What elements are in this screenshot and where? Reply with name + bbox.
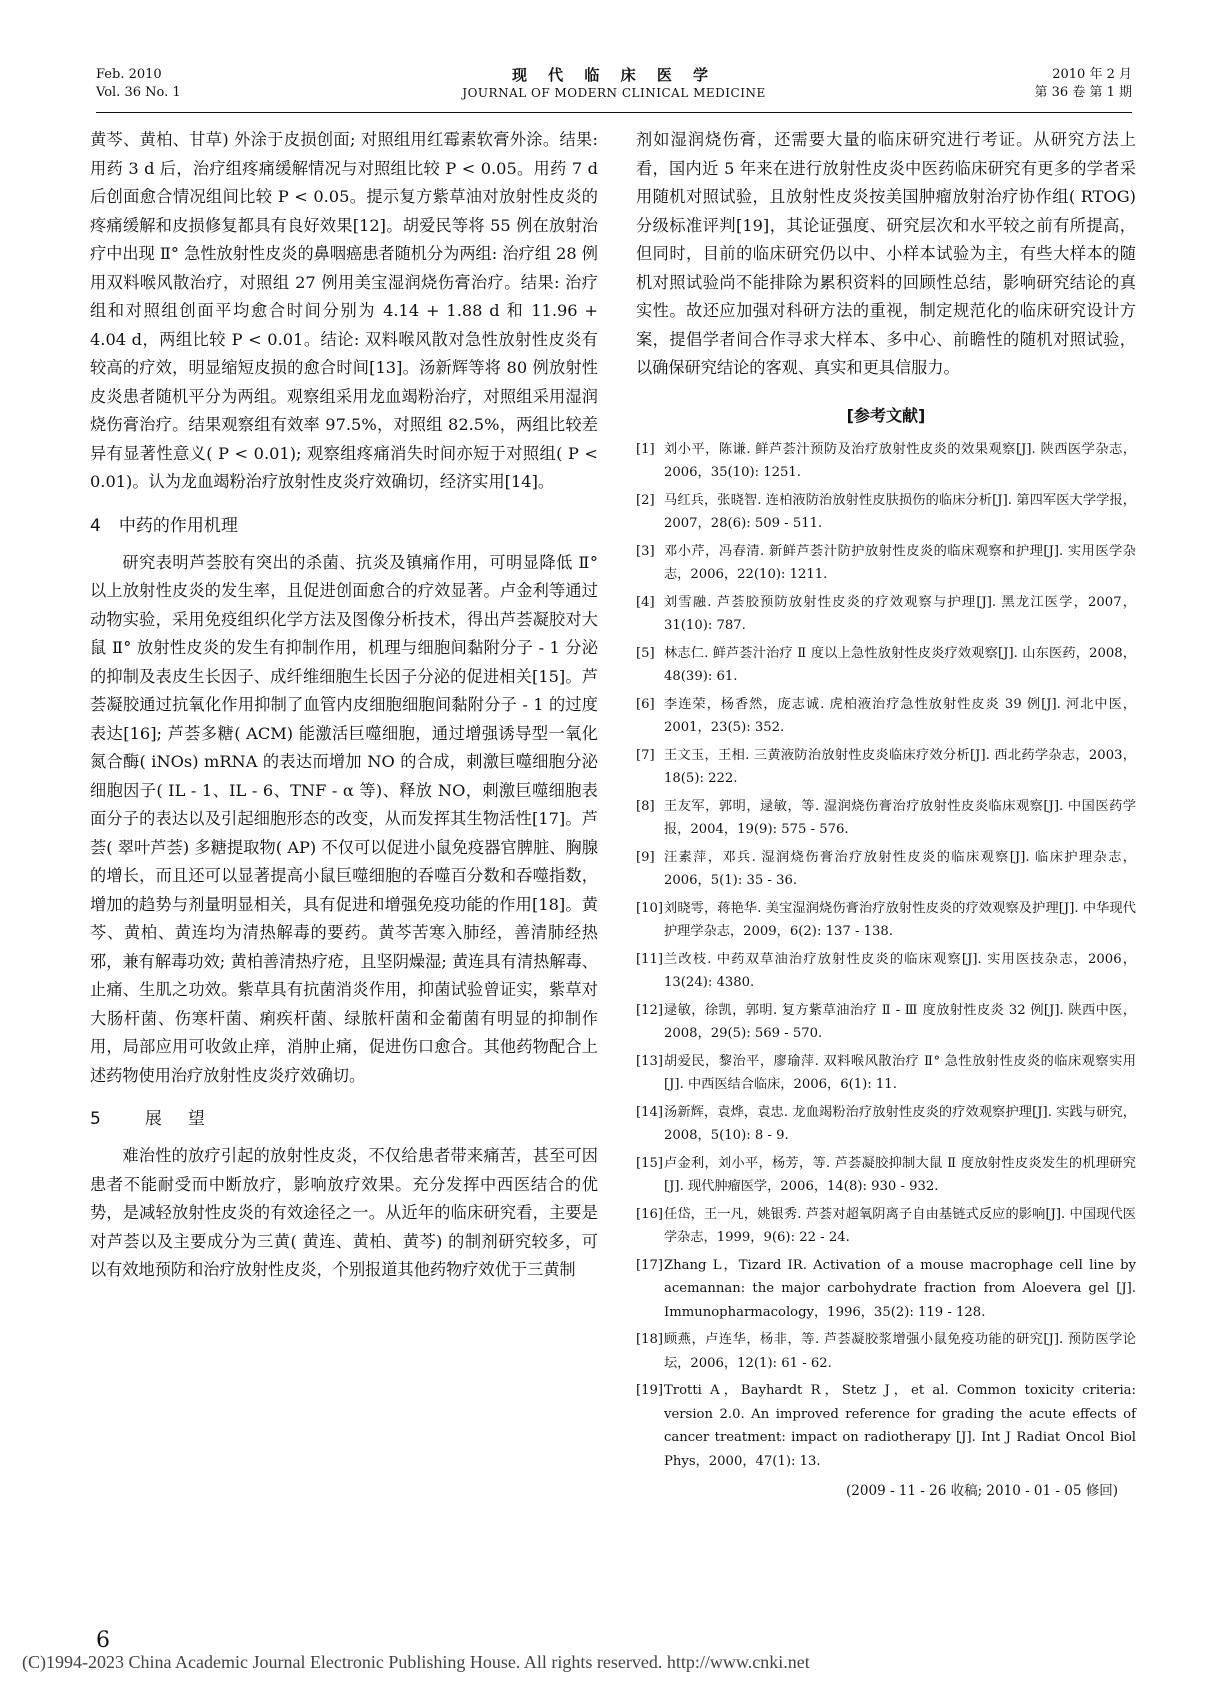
reference-item — [636, 1152, 1136, 1199]
running-header — [96, 66, 1132, 110]
reference-text: 刘雪融. 芦荟胶预防放射性皮炎的疗效观察与护理[J]. 黑龙江医学，2007，31(10): 787. — [664, 594, 1136, 633]
header-volume-cn: 第 36 卷 第 1 期 — [1034, 85, 1132, 100]
reference-text: 汤新辉，袁烨，袁忠. 龙血竭粉治疗放射性皮炎的疗效观察护理[J]. 实践与研究，2008，5(10): 8 - 9. — [664, 1104, 1136, 1143]
reference-item — [636, 897, 1136, 944]
header-volume-en: Vol. 36 No. 1 — [96, 85, 181, 100]
reference-item — [636, 1328, 1136, 1375]
body-paragraph: 研究表明芦荟胶有突出的杀菌、抗炎及镇痛作用，可明显降低 Ⅱ° 以上放射性皮炎的发生率，且促进创面愈合的疗效显著。卢金利等通过动物实验，采用免疫组织化学方法及图像分析技术，得出芦荟凝胶对大鼠 Ⅱ° 放射性皮炎的发生有抑制作用，机理与细胞间黏附分子 - 1 分泌的抑制及表皮生长因子、成纤维细胞生长因子分泌的促进相关[15]。芦荟凝胶通过抗氧化作用抑制了血管内皮细胞细胞间黏附分子 - 1 的过度表达[16]; 芦荟多糖( ACM) 能激活巨噬细胞，通过增强诱导型一氧化氮合酶( iNOs) mRNA 的表达而增加 NO 的合成，刺激巨噬细胞分泌细胞因子( IL - 1、IL - 6、TNF - α 等)、释放 NO，刺激巨噬细胞表面分子的表达以及引起细胞形态的改变，从而发挥其生物活性[17]。芦荟( 翠叶芦荟) 多糖提取物( AP) 不仅可以促进小鼠免疫器官脾脏、胸腺的增长，而且还可以显著提高小鼠巨噬细胞的吞噬百分数和吞噬指数，增加的趋势与剂量明显相关，具有促进和增强免疫功能的作用[18]。黄芩、黄柏、黄连均为清热解毒的要药。黄芩苦寒入肺经，善清肺经热邪，兼有解毒功效; 黄柏善清热疗疮，且坚阴燥湿; 黄连具有清热解毒、止痛、生肌之功效。紫草具有抗菌消炎作用，抑菌试验曾证实，紫草对大肠杆菌、伤寒杆菌、痢疾杆菌、绿脓杆菌和金葡菌有明显的抑制作用，局部应用可收敛止痒，消肿止痛，促进伤口愈合。其他药物配合上述药物使用治疗放射性皮炎疗效确切。 — [90, 552, 598, 1085]
section-heading-4 — [90, 511, 598, 541]
reference-item — [636, 591, 1136, 638]
left-column — [90, 126, 598, 1285]
reference-item — [636, 1254, 1136, 1325]
reference-number: [14] — [636, 1104, 664, 1120]
reference-text: 汪素萍，邓兵. 湿润烧伤膏治疗放射性皮炎的临床观察[J]. 临床护理杂志，2006，5(1): 35 - 36. — [664, 849, 1136, 888]
reference-text: 李连荣，杨香然，庞志诚. 虎柏液治疗急性放射性皮炎 39 例[J]. 河北中医，2001，23(5): 352. — [664, 696, 1136, 735]
reference-text: 林志仁. 鲜芦荟汁治疗 Ⅱ 度以上急性放射性皮炎疗效观察[J]. 山东医药，2008，48(39): 61. — [664, 645, 1136, 684]
section-heading-5 — [90, 1104, 598, 1134]
reference-text: 胡爱民，黎治平，廖瑜萍. 双料喉风散治疗 Ⅱ° 急性放射性皮炎的临床观察实用[J]. 中西医结合临床，2006，6(1): 11. — [664, 1053, 1136, 1092]
reference-number: [5] — [636, 645, 655, 661]
body-paragraph: 剂如湿润烧伤膏，还需要大量的临床研究进行考证。从研究方法上看，国内近 5 年来在进行放射性皮炎中医药临床研究有更多的学者采用随机对照试验，且放射性皮炎按美国肿瘤放射治疗协作组( RTOG) 分级标准评判[19]，其论证强度、研究层次和水平较之前有所提高，但同时，目前的临床研究仍以中、小样本试验为主，有些大样本的随机对照试验尚不能排除为累积资料的回顾性总结，影响研究结论的真实性。故还应加强对科研方法的重视，制定规范化的临床研究设计方案，提倡学者间合作寻求大样本、多中心、前瞻性的随机对照试验，以确保研究结论的客观、真实和更具信服力。 — [636, 130, 1136, 377]
reference-text: 逯敏，徐凯，郭明. 复方紫草油治疗 Ⅱ - Ⅲ 度放射性皮炎 32 例[J]. 陕西中医，2008，29(5): 569 - 570. — [664, 1002, 1136, 1041]
reference-item — [636, 1101, 1136, 1148]
reference-number: [11] — [636, 951, 664, 967]
reference-text: 刘小平，陈谦. 鲜芦荟汁预防及治疗放射性皮炎的效果观察[J]. 陕西医学杂志，2006，35(10): 1251. — [664, 441, 1136, 480]
reference-number: [6] — [636, 696, 655, 712]
reference-number: [10] — [636, 900, 664, 916]
reference-number: [15] — [636, 1155, 664, 1171]
reference-item — [636, 540, 1136, 587]
reference-text: 任岱，王一凡，姚银秀. 芦荟对超氧阴离子自由基链式反应的影响[J]. 中国现代医学杂志，1999，9(6): 22 - 24. — [664, 1206, 1136, 1245]
header-date-cn: 2010 年 2 月 — [1052, 67, 1132, 82]
reference-number: [17] — [636, 1257, 664, 1273]
reference-item — [636, 846, 1136, 893]
copyright-footer: (C)1994-2023 China Academic Journal Electronic Publishing House. All rights reserved. http://www.cnki.net — [22, 1652, 810, 1672]
body-paragraph: 难治性的放疗引起的放射性皮炎，不仅给患者带来痛苦，甚至可因患者不能耐受而中断放疗，影响放疗效果。充分发挥中西医结合的优势，是减轻放射性皮炎的有效途径之一。从近年的临床研究看，主要是对芦荟以及主要成分为三黄( 黄连、黄柏、黄芩) 的制剂研究较多，可以有效地预防和治疗放射性皮炎，个别报道其他药物疗效优于三黄制 — [90, 1146, 598, 1279]
reference-number: [3] — [636, 543, 655, 559]
reference-text: Zhang L，Tizard IR. Activation of a mouse macrophage cell line by acemannan: the major carbohydrate fraction from Aloevera gel [J]. Immunopharmacology，1996，35(2): 119 - 128. — [664, 1257, 1136, 1320]
body-paragraph: 黄芩、黄柏、甘草) 外涂于皮损创面; 对照组用红霉素软膏外涂。结果: 用药 3 d 后，治疗组疼痛缓解情况与对照组比较 P < 0.05。用药 7 d 后创面愈合情况组间比较 P < 0.05。提示复方紫草油对放射性皮炎的疼痛缓解和皮损修复都具有良好效果[12]。胡爱民等将 55 例在放射治疗中出现 Ⅱ° 急性放射性皮炎的鼻咽癌患者随机分为两组: 治疗组 28 例用双料喉风散治疗，对照组 27 例用美宝湿润烧伤膏治疗。结果: 治疗组和对照组创面平均愈合时间分别为 4.14 + 1.88 d 和 11.96 + 4.04 d，两组比较 P < 0.01。结论: 双料喉风散对急性放射性皮炎有较高的疗效，明显缩短皮损的愈合时间[13]。汤新辉等将 80 例放射性皮炎患者随机平分为两组。观察组采用龙血竭粉治疗，对照组采用湿润烧伤膏治疗。结果观察组有效率 97.5%，对照组 82.5%，两组比较差异有显著性意义( P < 0.01); 观察组疼痛消失时间亦短于对照组( P < 0.01)。认为龙血竭粉治疗放射性皮炎疗效确切，经济实用[14]。 — [90, 130, 598, 491]
reference-number: [19] — [636, 1383, 664, 1398]
reference-number: [9] — [636, 849, 655, 865]
reference-text: Trotti A，Bayhardt R，Stetz J，et al. Common toxicity criteria: version 2.0. An improved reference for grading the acute effects of cancer treatment: impact on radiotherapy [J]. Int J Radiat Oncol Biol Phys，2000，47(1): 13. — [664, 1383, 1136, 1469]
right-column — [636, 126, 1136, 1499]
reference-number: [13] — [636, 1053, 664, 1069]
reference-item — [636, 1203, 1136, 1250]
reference-list — [636, 438, 1136, 1474]
reference-text: 马红兵，张晓智. 连柏液防治放射性皮肤损伤的临床分析[J]. 第四军医大学学报，2007，28(6): 509 - 511. — [664, 492, 1136, 531]
reference-number: [4] — [636, 594, 655, 610]
reference-item — [636, 438, 1136, 485]
section-number: 5 — [90, 1109, 127, 1129]
reference-number: [7] — [636, 747, 655, 763]
reference-text: 顾燕，卢连华，杨非，等. 芦荟凝胶浆增强小鼠免疫功能的研究[J]. 预防医学论坛，2006，12(1): 61 - 62. — [664, 1332, 1136, 1371]
page-number: 6 — [96, 1628, 110, 1653]
reference-text: 王友军，郭明，逯敏，等. 湿润烧伤膏治疗放射性皮炎临床观察[J]. 中国医药学报，2004，19(9): 575 - 576. — [664, 798, 1136, 837]
journal-title-en: JOURNAL OF MODERN CLINICAL MEDICINE — [462, 86, 766, 100]
reference-text: 邓小芹，冯春清. 新鲜芦荟汁防护放射性皮炎的临床观察和护理[J]. 实用医学杂志，2006，22(10): 1211. — [664, 543, 1136, 582]
reference-item — [636, 948, 1136, 995]
received-dates: (2009 - 11 - 26 收稿; 2010 - 01 - 05 修回) — [846, 1483, 1118, 1499]
section-title: 展望 — [144, 1109, 231, 1129]
section-title: 中药的作用机理 — [118, 515, 238, 536]
reference-item — [636, 999, 1136, 1046]
header-journal — [96, 66, 1132, 102]
reference-item — [636, 489, 1136, 536]
reference-item — [636, 693, 1136, 740]
section-number: 4 — [90, 515, 101, 536]
reference-item — [636, 795, 1136, 842]
reference-number: [8] — [636, 798, 655, 814]
header-right — [1035, 66, 1132, 102]
journal-title-cn: 现 代 临 床 医 学 — [511, 66, 717, 84]
reference-item — [636, 744, 1136, 791]
reference-item — [636, 1050, 1136, 1097]
reference-text: 刘晓雩，蒋艳华. 美宝湿润烧伤膏治疗放射性皮炎的疗效观察及护理[J]. 中华现代护理学杂志，2009，6(2): 137 - 138. — [664, 900, 1136, 939]
reference-item — [636, 1379, 1136, 1473]
reference-text: 王文玉，王相. 三黄液防治放射性皮炎临床疗效分析[J]. 西北药学杂志，2003，18(5): 222. — [664, 747, 1136, 786]
reference-number: [16] — [636, 1206, 664, 1222]
references-heading: [参考文献] — [846, 405, 926, 425]
header-date-en: Feb. 2010 — [96, 67, 162, 82]
reference-text: 卢金利，刘小平，杨芳，等. 芦荟凝胶抑制大鼠 Ⅱ 度放射性皮炎发生的机理研究[J]. 现代肿瘤医学，2006，14(8): 930 - 932. — [664, 1155, 1136, 1194]
reference-number: [1] — [636, 441, 655, 457]
reference-number: [12] — [636, 1002, 664, 1018]
reference-number: [18] — [636, 1332, 664, 1347]
reference-number: [2] — [636, 492, 655, 508]
header-rule — [96, 112, 1132, 113]
reference-text: 兰改枝. 中药双草油治疗放射性皮炎的临床观察[J]. 实用医技杂志，2006，13(24): 4380. — [664, 951, 1136, 990]
reference-item — [636, 642, 1136, 689]
